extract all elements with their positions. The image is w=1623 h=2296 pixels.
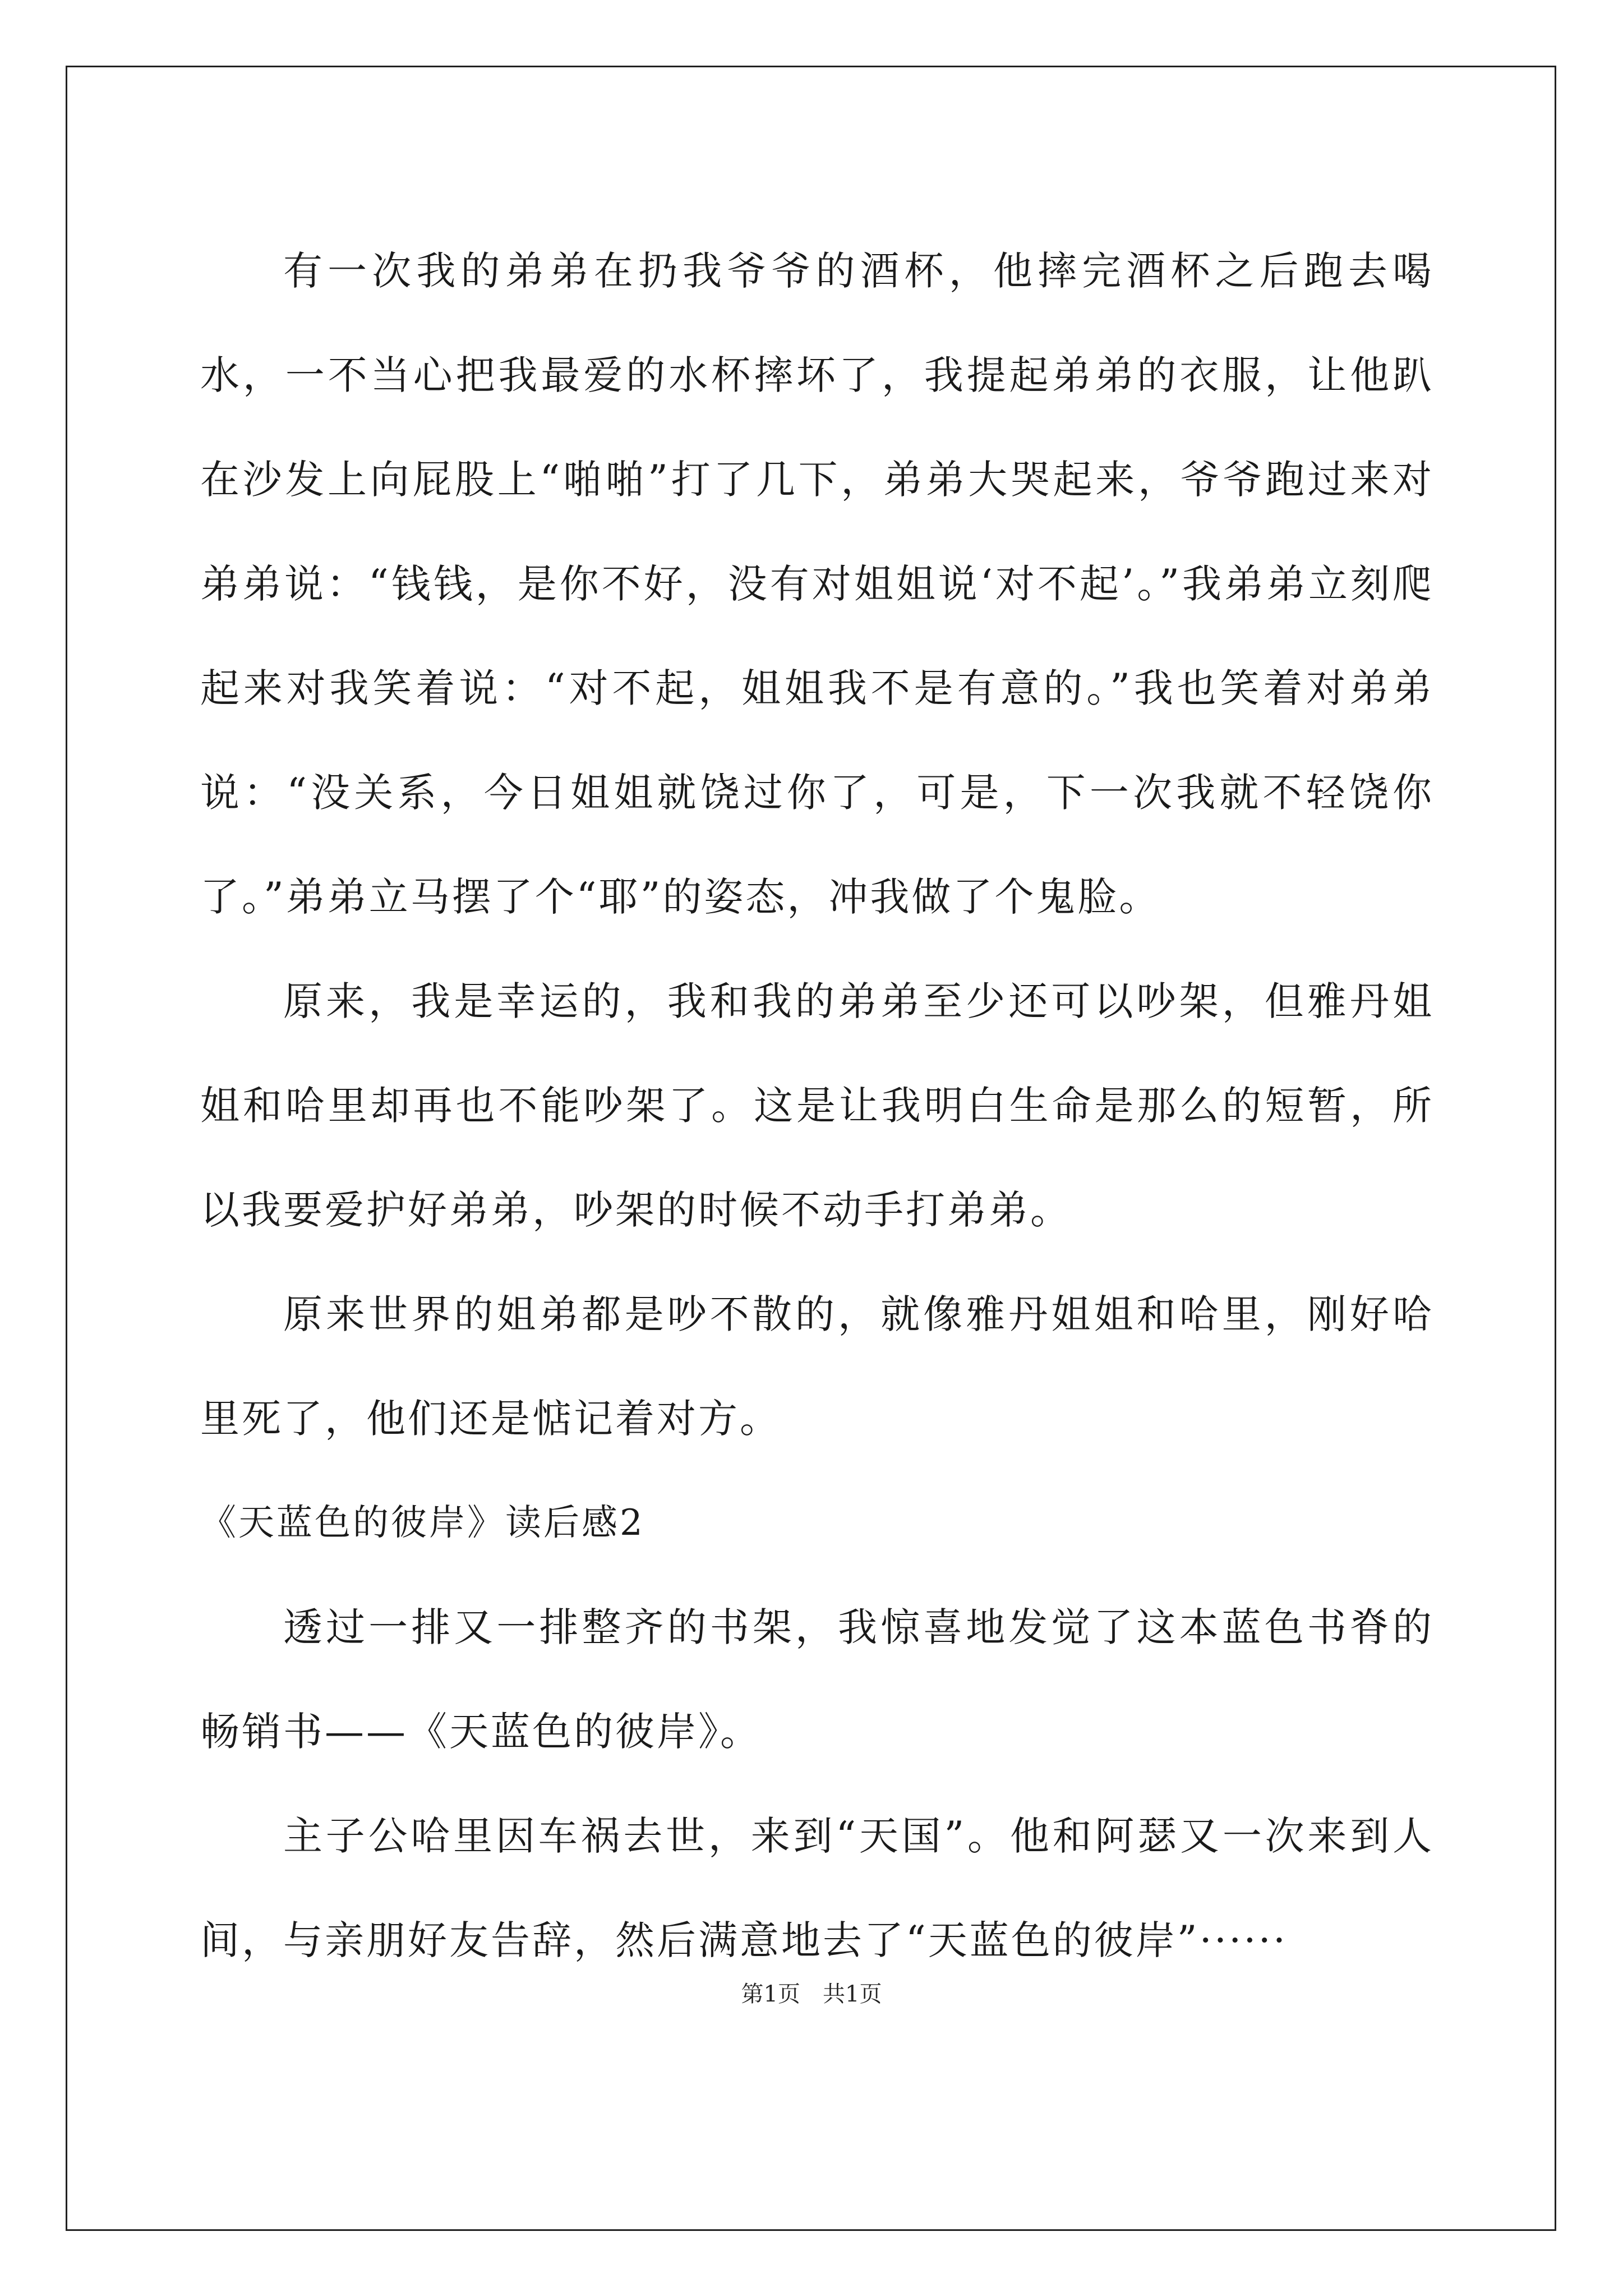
paragraph-3: 原来世界的姐弟都是吵不散的，就像雅丹姐姐和哈里，刚好哈里死了，他们还是惦记着对方。 — [200, 1291, 1434, 1442]
paragraph-2: 原来，我是幸运的，我和我的弟弟至少还可以吵架，但雅丹姐姐和哈里却再也不能吵架了。这是让我明白生命是那么的短暂，所以我要爱护好弟弟，吵架的时候不动手打弟弟。 — [200, 978, 1434, 1233]
paragraph-5: 主子公哈里因车祸去世，来到“天国”。他和阿瑟又一次来到人间，与亲朋好友告辞，然后满意地去了“天蓝色的彼岸”······ — [200, 1813, 1434, 1963]
paragraph-1: 有一次我的弟弟在扔我爷爷的酒杯，他摔完酒杯之后跑去喝水，一不当心把我最爱的水杯摔坏了，我提起弟弟的衣服，让他趴在沙发上向屁股上“啪啪”打了几下，弟弟大哭起来，爷爷跑过来对弟弟说：“钱钱，是你不好，没有对姐姐说‘对不起’。”我弟弟立刻爬起来对我笑着说：“对不起，姐姐我不是有意的。”我也笑着对弟弟说：“没关系，今日姐姐就饶过你了，可是，下一次我就不轻饶你了。”弟弟立马摆了个“耶”的姿态，冲我做了个鬼脸。 — [200, 248, 1434, 920]
page-number-footer: 第1页 共1页 — [741, 1981, 882, 2007]
section-heading: 《天蓝色的彼岸》读后感2 — [200, 1502, 645, 1544]
document-body — [200, 219, 1434, 1993]
paragraph-4: 透过一排又一排整齐的书架，我惊喜地发觉了这本蓝色书脊的畅销书——《天蓝色的彼岸》。 — [200, 1604, 1434, 1755]
